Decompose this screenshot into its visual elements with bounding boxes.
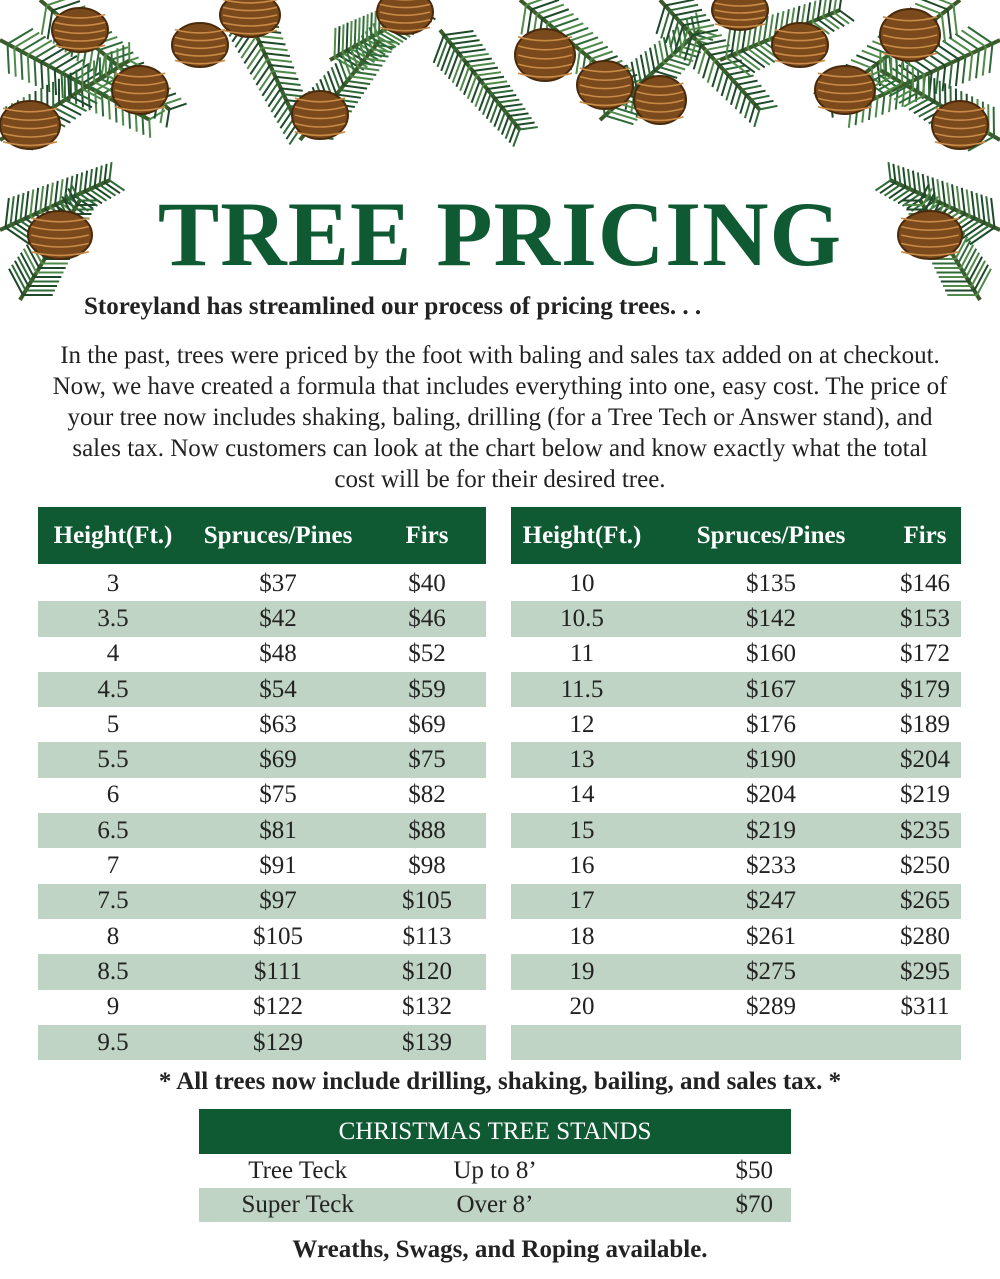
spruces-pines-price-cell: $63 <box>259 710 297 738</box>
firs-price-cell: $105 <box>368 884 486 919</box>
table-row <box>38 990 486 1025</box>
firs-price-cell: $235 <box>889 813 961 848</box>
spruces-pines-price-cell <box>653 1025 889 1060</box>
column-header-height: Height(Ft.) <box>38 507 188 564</box>
stand-name: Super Teck <box>199 1188 396 1222</box>
table-header-row <box>511 507 961 564</box>
table-row <box>511 884 961 919</box>
table-row <box>38 884 486 919</box>
firs-price-cell: $69 <box>408 710 446 738</box>
height-cell: 6.5 <box>38 813 188 848</box>
spruces-pines-price-cell: $48 <box>259 640 297 668</box>
table-row <box>511 990 961 1025</box>
firs-price-cell: $153 <box>889 601 961 636</box>
height-cell: 3 <box>106 569 120 597</box>
spruces-pines-price-cell: $81 <box>188 813 368 848</box>
spruces-pines-price-cell: $204 <box>746 781 796 809</box>
spruces-pines-price-cell: $261 <box>746 922 796 950</box>
firs-price-cell: $75 <box>368 742 486 777</box>
height-cell: 15 <box>511 813 653 848</box>
firs-price-cell: $179 <box>889 672 961 707</box>
spruces-pines-price-cell: $91 <box>259 852 297 880</box>
height-cell: 8.5 <box>38 954 188 989</box>
stands-header-row <box>199 1109 791 1154</box>
table-row <box>511 637 961 672</box>
spruces-pines-price-cell: $219 <box>653 813 889 848</box>
spruces-pines-price-cell: $129 <box>188 1025 368 1060</box>
height-cell: 6 <box>106 781 120 809</box>
height-cell: 17 <box>511 884 653 919</box>
spruces-pines-price-cell: $54 <box>188 672 368 707</box>
column-header-firs: Firs <box>368 507 486 564</box>
height-cell: 20 <box>569 993 595 1021</box>
height-cell <box>511 1025 653 1060</box>
height-cell: 8 <box>106 922 120 950</box>
firs-price-cell: $113 <box>402 922 452 950</box>
stand-price: $70 <box>594 1188 791 1222</box>
table-row <box>38 707 486 742</box>
firs-price-cell: $46 <box>368 601 486 636</box>
spruces-pines-price-cell: $247 <box>653 884 889 919</box>
spruces-pines-price-cell: $167 <box>653 672 889 707</box>
table-row <box>38 954 486 989</box>
table-row <box>38 848 486 883</box>
firs-price-cell: $120 <box>368 954 486 989</box>
height-cell: 7 <box>106 852 120 880</box>
height-cell: 5.5 <box>38 742 188 777</box>
column-header-height: Height(Ft.) <box>511 507 653 564</box>
table-row <box>511 848 961 883</box>
table-row <box>38 742 486 777</box>
table-row <box>511 1025 961 1060</box>
spruces-pines-price-cell: $97 <box>188 884 368 919</box>
firs-price-cell: $172 <box>900 640 950 668</box>
pricing-note: * All trees now include drilling, shaking, bailing, and sales tax. * <box>158 1068 842 1095</box>
height-cell: 11.5 <box>511 672 653 707</box>
height-cell: 10.5 <box>511 601 653 636</box>
page-title: TREE PRICING <box>157 183 843 285</box>
footer-text: Wreaths, Swags, and Roping available. <box>292 1236 708 1263</box>
height-cell: 4.5 <box>38 672 188 707</box>
table-row <box>511 954 961 989</box>
firs-price-cell: $139 <box>368 1025 486 1060</box>
spruces-pines-price-cell: $176 <box>746 710 796 738</box>
table-row <box>511 672 961 707</box>
spruces-pines-price-cell: $190 <box>653 742 889 777</box>
subtitle: Storeyland has streamlined our process of pricing trees. . . <box>84 293 702 320</box>
spruces-pines-price-cell: $75 <box>259 781 297 809</box>
column-header-spruces-pines: Spruces/Pines <box>653 507 889 564</box>
firs-price-cell: $280 <box>900 922 950 950</box>
table-row <box>38 1025 486 1060</box>
height-cell: 11 <box>569 640 595 668</box>
price-table-right <box>511 507 961 1060</box>
table-row <box>38 672 486 707</box>
table-row <box>38 778 486 813</box>
firs-price-cell: $250 <box>900 852 950 880</box>
firs-price-cell: $204 <box>889 742 961 777</box>
height-cell: 3.5 <box>38 601 188 636</box>
table-row <box>38 813 486 848</box>
table-row <box>38 564 486 601</box>
table-row <box>38 637 486 672</box>
tree-stands-table <box>199 1109 791 1222</box>
stand-row <box>199 1154 791 1188</box>
table-row <box>511 742 961 777</box>
stands-title: CHRISTMAS TREE STANDS <box>199 1109 791 1154</box>
height-cell: 14 <box>569 781 595 809</box>
table-row <box>38 919 486 954</box>
table-row <box>511 707 961 742</box>
height-cell: 19 <box>511 954 653 989</box>
height-cell: 9.5 <box>38 1025 188 1060</box>
spruces-pines-price-cell: $111 <box>188 954 368 989</box>
firs-price-cell: $82 <box>408 781 446 809</box>
spruces-pines-price-cell: $105 <box>253 922 303 950</box>
height-cell: 18 <box>569 922 595 950</box>
firs-price-cell: $311 <box>900 993 950 1021</box>
height-cell: 10 <box>569 569 595 597</box>
firs-price-cell: $265 <box>889 884 961 919</box>
stand-price: $50 <box>735 1157 773 1184</box>
firs-price-cell: $189 <box>900 710 950 738</box>
column-header-spruces-pines: Spruces/Pines <box>188 507 368 564</box>
height-cell: 13 <box>511 742 653 777</box>
table-row <box>38 601 486 636</box>
column-header-firs: Firs <box>889 507 961 564</box>
spruces-pines-price-cell: $233 <box>746 852 796 880</box>
firs-price-cell: $98 <box>408 852 446 880</box>
table-header-row <box>38 507 486 564</box>
spruces-pines-price-cell: $142 <box>653 601 889 636</box>
table-row <box>511 601 961 636</box>
stand-name: Tree Teck <box>248 1157 348 1184</box>
table-row <box>511 778 961 813</box>
firs-price-cell: $132 <box>402 993 452 1021</box>
spruces-pines-price-cell: $135 <box>746 569 796 597</box>
spruces-pines-price-cell: $42 <box>188 601 368 636</box>
stand-size: Over 8’ <box>396 1188 593 1222</box>
spruces-pines-price-cell: $160 <box>746 640 796 668</box>
price-table-left <box>38 507 486 1060</box>
firs-price-cell: $219 <box>900 781 950 809</box>
height-cell: 9 <box>106 993 120 1021</box>
spruces-pines-price-cell: $122 <box>253 993 303 1021</box>
spruces-pines-price-cell: $275 <box>653 954 889 989</box>
height-cell: 16 <box>569 852 595 880</box>
firs-price-cell: $295 <box>889 954 961 989</box>
firs-price-cell <box>889 1025 961 1060</box>
spruces-pines-price-cell: $37 <box>259 569 297 597</box>
table-row <box>511 813 961 848</box>
stand-size: Up to 8’ <box>453 1157 537 1184</box>
height-cell: 4 <box>106 640 120 668</box>
firs-price-cell: $146 <box>900 569 950 597</box>
firs-price-cell: $59 <box>368 672 486 707</box>
spruces-pines-price-cell: $289 <box>746 993 796 1021</box>
firs-price-cell: $40 <box>408 569 446 597</box>
table-row <box>511 919 961 954</box>
stand-row <box>199 1188 791 1222</box>
height-cell: 12 <box>569 710 595 738</box>
firs-price-cell: $52 <box>408 640 446 668</box>
intro-paragraph: In the past, trees were priced by the foot with baling and sales tax added on at checkout. Now, we have created a formula that includes everything into one, easy cost. The price of your tree now includes shaking, baling, drilling (for a Tree Tech or Answer stand), and sales tax. Now customers can look at the chart below and know exactly what the total cost will be for their desired tree. <box>52 342 948 493</box>
spruces-pines-price-cell: $69 <box>188 742 368 777</box>
height-cell: 7.5 <box>38 884 188 919</box>
firs-price-cell: $88 <box>368 813 486 848</box>
table-row <box>511 564 961 601</box>
height-cell: 5 <box>106 710 120 738</box>
